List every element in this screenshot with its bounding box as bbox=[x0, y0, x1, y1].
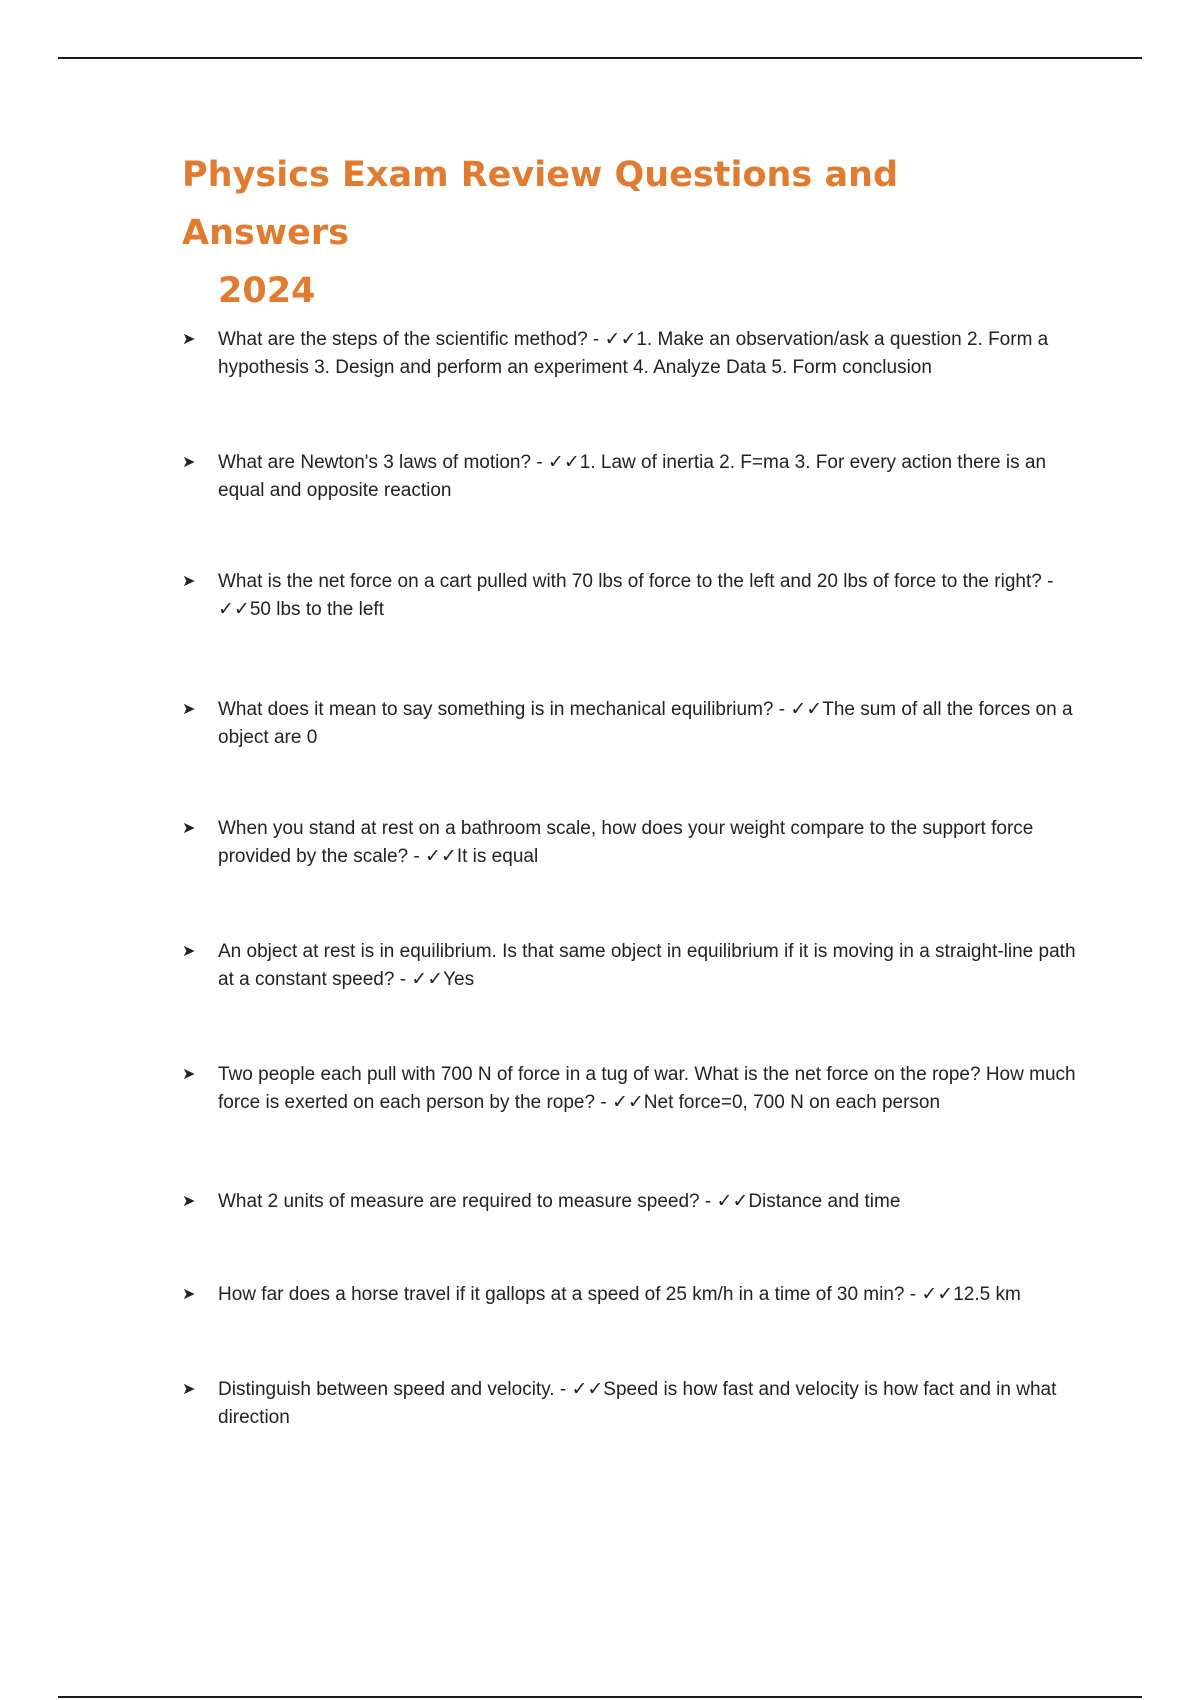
arrowhead-bullet-icon: ➤ bbox=[182, 943, 196, 960]
title-line-1: Physics Exam Review Questions and Answers bbox=[182, 155, 899, 253]
arrowhead-bullet-icon: ➤ bbox=[182, 573, 196, 590]
arrowhead-bullet-icon: ➤ bbox=[182, 701, 196, 718]
header-rule bbox=[58, 57, 1142, 59]
page-title bbox=[182, 146, 1062, 320]
question-answer-text: How far does a horse travel if it gallops at a speed of 25 km/h in a time of 30 min? - ✓✓12.5 km bbox=[218, 1284, 1021, 1305]
arrowhead-bullet-icon: ➤ bbox=[182, 1286, 196, 1303]
list-item bbox=[182, 815, 1092, 871]
list-item bbox=[182, 1376, 1092, 1432]
list-item bbox=[182, 696, 1092, 752]
list-item bbox=[182, 938, 1092, 994]
arrowhead-bullet-icon: ➤ bbox=[182, 1066, 196, 1083]
arrowhead-bullet-icon: ➤ bbox=[182, 331, 196, 348]
question-answer-text: Distinguish between speed and velocity. - ✓✓Speed is how fast and velocity is how fact and in what direction bbox=[218, 1379, 1057, 1428]
question-answer-text: Two people each pull with 700 N of force in a tug of war. What is the net force on the rope? How much force is exerted on each person by the rope? - ✓✓Net force=0, 700 N on each person bbox=[218, 1064, 1076, 1113]
question-answer-text: What are Newton's 3 laws of motion? - ✓✓1. Law of inertia 2. F=ma 3. For every action there is an equal and opposite reaction bbox=[218, 452, 1047, 501]
arrowhead-bullet-icon: ➤ bbox=[182, 1193, 196, 1210]
list-item bbox=[182, 326, 1092, 382]
list-item bbox=[182, 449, 1092, 505]
question-answer-text: What is the net force on a cart pulled with 70 lbs of force to the left and 20 lbs of force to the right? - ✓✓50 lbs to the left bbox=[218, 571, 1054, 620]
question-answer-text: What 2 units of measure are required to measure speed? - ✓✓Distance and time bbox=[218, 1191, 901, 1212]
footer-rule bbox=[58, 1696, 1142, 1698]
arrowhead-bullet-icon: ➤ bbox=[182, 820, 196, 837]
arrowhead-bullet-icon: ➤ bbox=[182, 454, 196, 471]
list-item bbox=[182, 1061, 1092, 1117]
arrowhead-bullet-icon: ➤ bbox=[182, 1381, 196, 1398]
question-answer-text: An object at rest is in equilibrium. Is that same object in equilibrium if it is moving in a straight-line path at a constant speed? - ✓✓Yes bbox=[218, 941, 1076, 990]
title-line-2: 2024 bbox=[218, 271, 316, 311]
question-answer-text: When you stand at rest on a bathroom scale, how does your weight compare to the support force provided by the scale? - ✓✓It is equal bbox=[218, 818, 1034, 867]
question-answer-text: What does it mean to say something is in mechanical equilibrium? - ✓✓The sum of all the forces on a object are 0 bbox=[218, 699, 1073, 748]
list-item bbox=[182, 1281, 1092, 1309]
list-item bbox=[182, 1188, 1092, 1216]
list-item bbox=[182, 568, 1092, 624]
question-answer-text: What are the steps of the scientific method? - ✓✓1. Make an observation/ask a question 2. Form a hypothesis 3. Design and perform an experiment 4. Analyze Data 5. Form conclusion bbox=[218, 329, 1049, 378]
